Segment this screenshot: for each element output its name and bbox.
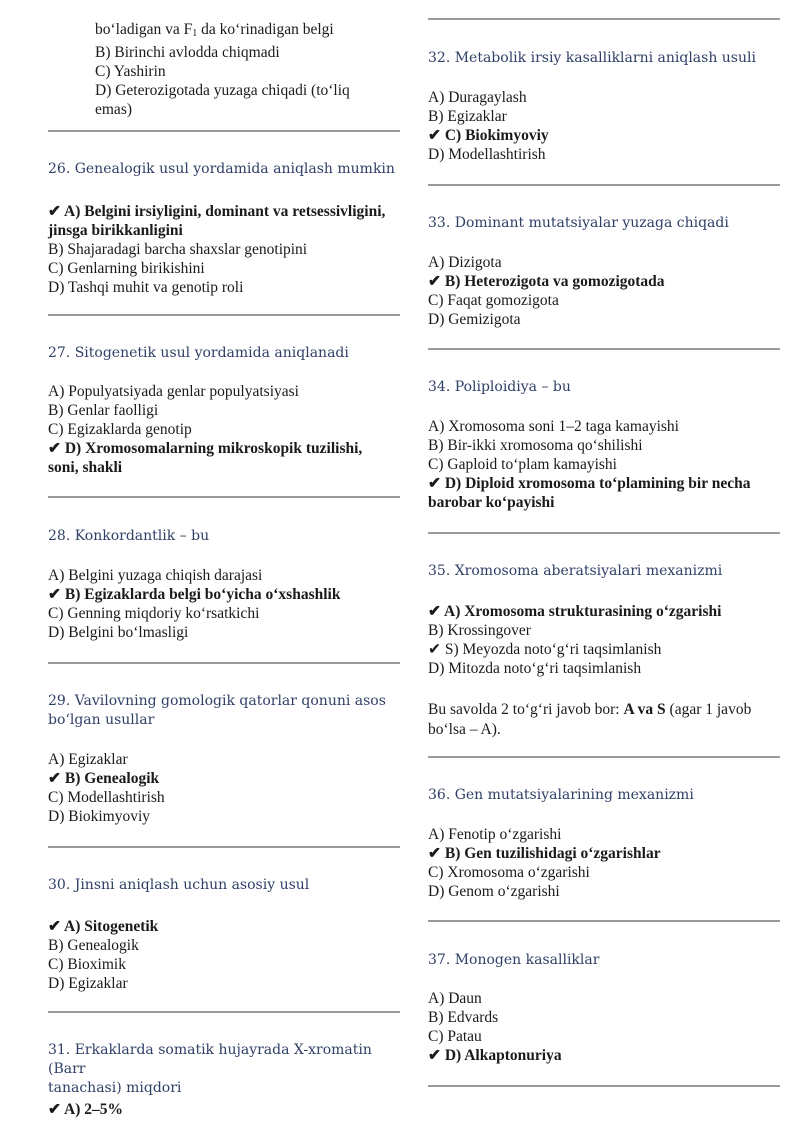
options [428,825,780,901]
option: C) Xromosoma o‘zgarishi [428,864,590,881]
option: D) Egizaklar [48,975,128,992]
option: D) Gemizigota [428,311,521,328]
divider [428,756,780,758]
option: D) Modellashtirish [428,146,546,163]
options [48,917,400,993]
question-text: 30. Jinsni aniqlash uchun asosiy usul [48,877,310,893]
option: C) Bioximik [48,956,126,973]
option-correct: ✔ D) Alkaptonuriya [428,1047,562,1064]
option-correct: ✔ C) Biokimyoviy [428,127,549,144]
option: C) Genning miqdoriy ko‘rsatkichi [48,605,260,622]
options [48,1100,400,1119]
options [428,417,780,512]
option-correct: ✔ B) Genealogik [48,770,160,787]
option: C) Egizaklarda genotip [48,421,192,438]
option: D) Belgini bo‘lmasligi [48,624,189,641]
option-correct: ✔ B) Egizaklarda belgi bo‘yicha o‘xshashlik [48,586,341,603]
option: D) Tashqi muhit va genotip roli [48,279,244,296]
divider [428,184,780,186]
option-correct: ✔ D) Diploid xromosoma to‘plamining bir necha [428,475,751,492]
option: B) Krossingover [428,622,531,639]
option: A) Xromosoma soni 1–2 taga kamayishi [428,418,679,435]
option: D) Geterozigotada yuzaga chiqadi (to‘liq [95,82,350,99]
options [48,750,400,826]
option: C) Faqat gomozigota [428,292,559,309]
option: B) Genlar faolligi [48,402,159,419]
option: B) Egizaklar [428,108,507,125]
option: A) Daun [428,990,482,1007]
question-text: 31. Erkaklarda somatik hujayrada X-xromatin (Barr tanachasi) miqdori [48,1042,372,1096]
options [428,602,780,678]
option: B) Shajaradagi barcha shaxslar genotipini [48,241,308,258]
divider [428,348,780,350]
option: emas) [95,101,133,118]
option-correct: ✔ A) Xromosoma strukturasining o‘zgarishi [428,603,722,620]
option: A) Belgini yuzaga chiqish darajasi [48,567,263,584]
option: C) Yashirin [95,63,166,80]
question-text: 27. Sitogenetik usul yordamida aniqlanadi [48,345,349,361]
question-text: 34. Poliploidiya – bu [428,379,571,395]
question-text: 35. Xromosoma aberatsiyalari mexanizmi [428,563,723,579]
divider [48,846,400,848]
options [48,202,400,297]
option: A) Duragaylash [428,89,527,106]
divider [428,920,780,922]
answer-note: Bu savolda 2 to‘g‘ri javob bor: A va S (agar 1 javob bo‘lsa – A). [428,701,752,738]
option-correct: ✔ A) Sitogenetik [48,918,159,935]
carryover-line: bo‘ladigan va $F_1$ da ko‘rinadigan belgi [95,21,334,39]
option: D) Biokimyoviy [48,808,151,825]
option: A) Dizigota [428,254,502,271]
options [428,253,780,329]
question-text: 33. Dominant mutatsiyalar yuzaga chiqadi [428,215,729,231]
divider [48,496,400,498]
option: C) Genlarning birikishini [48,260,205,277]
divider [428,1085,780,1087]
divider [48,130,400,132]
option: A) Populyatsiyada genlar populyatsiyasi [48,383,299,400]
option: C) Modellashtirish [48,789,165,806]
question-text: 29. Vavilovning gomologik qatorlar qonuni asos bo‘lgan usullar [48,693,386,728]
option: A) Egizaklar [48,751,128,768]
option: D) Genom o‘zgarishi [428,883,560,900]
option: B) Bir-ikki xromosoma qo‘shilishi [428,437,643,454]
question-text: 37. Monogen kasalliklar [428,952,600,968]
question-text: 36. Gen mutatsiyalarining mexanizmi [428,787,694,803]
question-text: 26. Genealogik usul yordamida aniqlash mumkin [48,161,395,177]
divider [428,532,780,534]
option: B) Genealogik [48,937,139,954]
question-text: 28. Konkordantlik – bu [48,528,210,544]
option: C) Gaploid to‘plam kamayishi [428,456,617,473]
option-correct: ✔ A) 2–5% [48,1101,123,1118]
options [428,989,780,1065]
option: A) Fenotip o‘zgarishi [428,826,562,843]
question-text: 32. Metabolik irsiy kasalliklarni aniqlash usuli [428,50,756,66]
option-correct: soni, shakli [48,459,123,476]
divider [48,314,400,316]
option: D) Mitozda noto‘g‘ri taqsimlanish [428,660,642,677]
option: B) Birinchi avlodda chiqmadi [95,44,280,61]
options [428,88,780,164]
option-correct: ✔ D) Xromosomalarning mikroskopik tuzilishi, [48,440,363,457]
divider [48,1011,400,1013]
option-correct: barobar ko‘payishi [428,494,555,511]
divider [48,662,400,664]
option: C) Patau [428,1028,482,1045]
option-correct: ✔ B) Heterozigota va gomozigotada [428,273,665,290]
option: B) Edvards [428,1009,499,1026]
options [48,566,400,642]
option-correct: ✔ B) Gen tuzilishidagi o‘zgarishlar [428,845,661,862]
option-correct: jinsga birikkanligini [48,222,183,239]
option-correct: ✔ A) Belgini irsiyligini, dominant va retsessivligini, [48,203,386,220]
divider [428,18,780,20]
carryover-block [48,20,400,119]
option: ✔ S) Meyozda noto‘g‘ri taqsimlanish [428,641,662,658]
options [48,382,400,477]
